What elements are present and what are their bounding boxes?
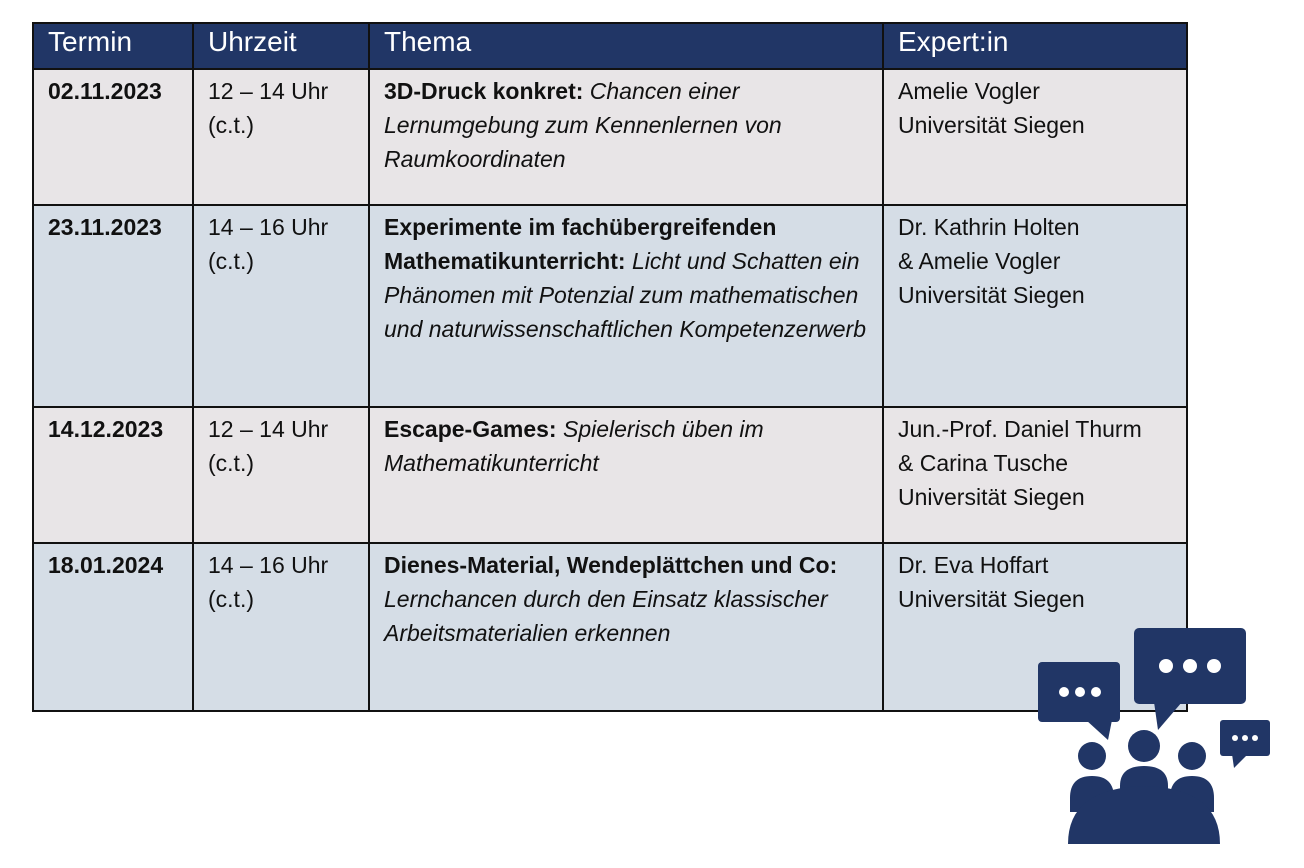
expert-line: Universität Siegen (898, 282, 1085, 308)
time-note: (c.t.) (208, 248, 254, 274)
expert-line: Amelie Vogler (898, 78, 1040, 104)
header-expert: Expert:in (883, 23, 1187, 69)
topic-subtitle: Lernchancen durch den Einsatz klassischer Arbeitsmaterialien erkennen (384, 586, 828, 646)
row-time (193, 69, 369, 205)
topic-title: 3D-Druck konkret: (384, 78, 584, 104)
topic-title: Dienes-Material, Wendeplättchen und Co: (384, 552, 838, 578)
discussion-group-svg (1036, 626, 1276, 846)
expert-line: Jun.-Prof. Daniel Thurm (898, 416, 1142, 442)
expert-line: Universität Siegen (898, 484, 1085, 510)
header-termin: Termin (33, 23, 193, 69)
table-row (33, 205, 1187, 407)
table-header-row (33, 23, 1187, 69)
table-row (33, 407, 1187, 543)
expert-line: & Carina Tusche (898, 450, 1069, 476)
table-row (33, 69, 1187, 205)
time-range: 12 – 14 Uhr (208, 78, 329, 104)
time-note: (c.t.) (208, 112, 254, 138)
row-topic (369, 543, 883, 711)
row-time (193, 205, 369, 407)
row-expert (883, 205, 1187, 407)
expert-line: Dr. Eva Hoffart (898, 552, 1049, 578)
topic-subtitle: Licht und Schatten ein Phänomen mit Potenzial zum mathematischen und naturwissenschaftlichen Kompetenzerwerb (384, 248, 866, 342)
time-note: (c.t.) (208, 450, 254, 476)
row-time (193, 543, 369, 711)
header-uhrzeit: Uhrzeit (193, 23, 369, 69)
time-note: (c.t.) (208, 586, 254, 612)
time-range: 14 – 16 Uhr (208, 552, 329, 578)
row-date: 02.11.2023 (33, 69, 193, 205)
topic-title: Escape-Games: (384, 416, 557, 442)
row-date: 18.01.2024 (33, 543, 193, 711)
row-expert (883, 407, 1187, 543)
expert-line: & Amelie Vogler (898, 248, 1061, 274)
expert-line: Universität Siegen (898, 112, 1085, 138)
row-date: 14.12.2023 (33, 407, 193, 543)
table-row (33, 543, 1187, 711)
row-topic (369, 69, 883, 205)
discussion-group-icon (1036, 626, 1276, 846)
row-topic (369, 205, 883, 407)
topic-title: Experimente im fachübergreifenden Mathematikunterricht: (384, 214, 777, 274)
row-time (193, 407, 369, 543)
expert-line: Dr. Kathrin Holten (898, 214, 1080, 240)
topic-subtitle: Chancen einer Lernumgebung zum Kennenlernen von Raumkoordinaten (384, 78, 782, 172)
row-topic (369, 407, 883, 543)
row-expert (883, 69, 1187, 205)
time-range: 14 – 16 Uhr (208, 214, 329, 240)
row-date: 23.11.2023 (33, 205, 193, 407)
topic-subtitle: Spielerisch üben im Mathematikunterricht (384, 416, 764, 476)
expert-line: Universität Siegen (898, 586, 1085, 612)
schedule-table (32, 22, 1188, 712)
header-thema: Thema (369, 23, 883, 69)
time-range: 12 – 14 Uhr (208, 416, 329, 442)
